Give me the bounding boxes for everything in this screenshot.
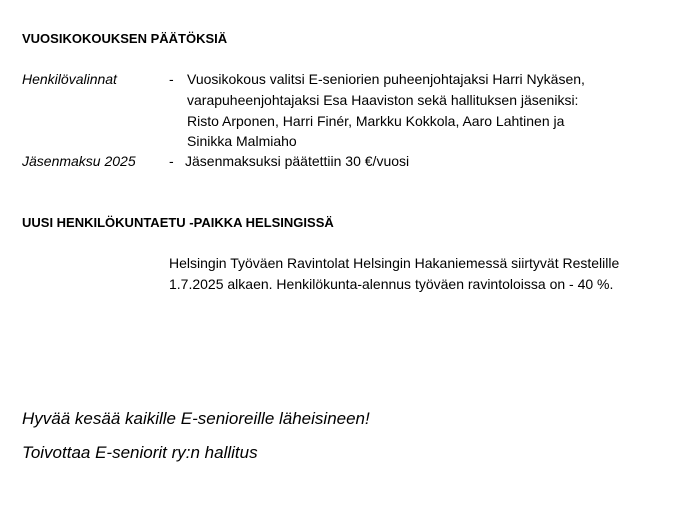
label-jasenmaksu: Jäsenmaksu 2025 [22, 153, 136, 169]
henkilovalinnat-line-1: Vuosikokous valitsi E-seniorien puheenjohtajaksi Harri Nykäsen, [187, 71, 585, 87]
staff-benefit-line-2: 1.7.2025 alkaen. Henkilökunta-alennus työväen ravintoloissa on - 40 %. [169, 276, 614, 292]
label-henkilovalinnat: Henkilövalinnat [22, 71, 117, 87]
closing-signature: Toivottaa E-seniorit ry:n hallitus [22, 443, 258, 462]
henkilovalinnat-line-3: Risto Arponen, Harri Finér, Markku Kokkola, Aaro Lahtinen ja [187, 113, 565, 129]
dash-henkilovalinnat: - [169, 71, 174, 87]
henkilovalinnat-line-2: varapuheenjohtajaksi Esa Haaviston sekä hallituksen jäseniksi: [187, 92, 579, 108]
staff-benefit-heading: UUSI HENKILÖKUNTAETU -PAIKKA HELSINGISSÄ [22, 215, 334, 230]
staff-benefit-line-1: Helsingin Työväen Ravintolat Helsingin Hakaniemessä siirtyvät Restelille [169, 255, 620, 271]
decisions-heading: VUOSIKOKOUKSEN PÄÄTÖKSIÄ [22, 31, 228, 46]
closing-greeting: Hyvää kesää kaikille E-senioreille läheisineen! [22, 409, 370, 428]
jasenmaksu-line-1: Jäsenmaksuksi päätettiin 30 €/vuosi [185, 153, 410, 169]
dash-jasenmaksu: - [169, 153, 174, 169]
henkilovalinnat-line-4: Sinikka Malmiaho [187, 133, 297, 149]
